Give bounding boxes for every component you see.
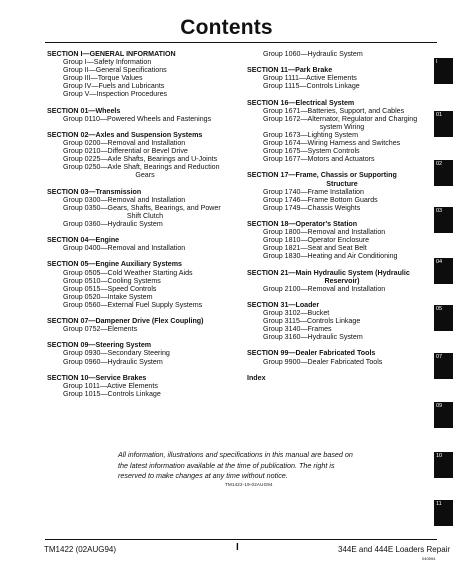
group-entry[interactable]: Group 0752—Elements: [63, 325, 138, 334]
section-brakes-continued: [247, 50, 437, 58]
section-tab[interactable]: 01: [434, 111, 453, 137]
section-engine-auxiliary: [47, 260, 243, 309]
group-entry[interactable]: Group 1821—Seat and Seat Belt: [263, 244, 367, 253]
group-entry[interactable]: Group 0960—Hydraulic System: [63, 357, 163, 366]
group-entry[interactable]: Group 1111—Active Elements: [263, 74, 357, 83]
section-heading[interactable]: SECTION 31—Loader: [247, 300, 320, 309]
index-link[interactable]: Index: [247, 373, 266, 382]
group-entry[interactable]: Group 1672—Alternator, Regulator and Charging: [263, 114, 418, 123]
group-entry[interactable]: Group III—Torque Values: [63, 74, 143, 83]
group-entry[interactable]: Group 0400—Removal and Installation: [63, 244, 186, 253]
section-operators-station: [247, 220, 437, 260]
section-steering: [47, 341, 243, 365]
section-heading[interactable]: SECTION 99—Dealer Fabricated Tools: [247, 349, 376, 358]
group-entry[interactable]: Group 1810—Operator Enclosure: [263, 236, 370, 245]
section-heading-continued: Structure: [326, 179, 358, 188]
section-tab[interactable]: 04: [434, 258, 453, 284]
notice-line: the latest information available at the time of publication. The right is: [118, 460, 335, 470]
header-rule: [45, 42, 437, 43]
group-entry[interactable]: Group 1015—Controls Linkage: [63, 389, 161, 398]
section-tab[interactable]: I: [434, 58, 453, 84]
section-frame-chassis: [247, 171, 437, 211]
section-heading[interactable]: SECTION 17—Frame, Chassis or Supporting: [247, 171, 397, 180]
manual-id: TM1422 (02AUG94): [44, 545, 117, 554]
notice-line: All information, illustrations and specifications in this manual are based on: [118, 450, 353, 459]
section-heading[interactable]: SECTION 18—Operator's Station: [247, 219, 358, 228]
section-heading[interactable]: SECTION 11—Park Brake: [247, 66, 333, 75]
group-entry[interactable]: Group 1740—Frame Installation: [263, 187, 364, 196]
section-heading[interactable]: SECTION 05—Engine Auxiliary Systems: [47, 260, 182, 269]
group-entry-continued: Shift Clutch: [126, 211, 164, 220]
section-heading[interactable]: SECTION 04—Engine: [47, 236, 120, 245]
group-entry[interactable]: Group 0560—External Fuel Supply Systems: [63, 300, 203, 309]
section-heading[interactable]: SECTION 21—Main Hydraulic System (Hydraulic: [247, 268, 410, 277]
section-engine: [47, 236, 243, 252]
group-entry[interactable]: Group 0505—Cold Weather Starting Aids: [63, 268, 193, 277]
group-entry[interactable]: Group 0225—Axle Shafts, Bearings and U-Joints: [63, 155, 218, 164]
section-dampener-drive: [47, 317, 243, 333]
group-entry[interactable]: Group 1673—Lighting System: [263, 130, 359, 139]
section-dealer-tools: [247, 349, 437, 365]
section-axles: [47, 131, 243, 180]
group-entry[interactable]: Group 1671—Batteries, Support, and Cables: [263, 106, 405, 115]
section-tab-strip: [434, 0, 453, 588]
section-heading-continued: Reservoir): [324, 276, 360, 285]
section-transmission: [47, 188, 243, 228]
section-tab[interactable]: 05: [434, 305, 453, 331]
group-entry[interactable]: Group 1060—Hydraulic System: [263, 50, 363, 58]
section-heading[interactable]: SECTION 02—Axles and Suspension Systems: [47, 130, 203, 139]
group-entry[interactable]: Group 1675—System Controls: [263, 147, 360, 156]
publication-notice: [118, 450, 388, 482]
section-heading[interactable]: SECTION I—GENERAL INFORMATION: [47, 50, 176, 58]
group-entry[interactable]: Group 0110—Powered Wheels and Fastenings: [63, 114, 212, 123]
section-main-hydraulic: [247, 269, 437, 293]
section-heading[interactable]: SECTION 01—Wheels: [47, 106, 121, 115]
group-entry[interactable]: Group 1800—Removal and Installation: [263, 228, 386, 237]
section-heading[interactable]: SECTION 07—Dampener Drive (Flex Coupling): [47, 317, 204, 326]
section-tab[interactable]: 11: [434, 500, 453, 526]
section-tab[interactable]: 09: [434, 402, 453, 428]
group-entry[interactable]: Group V—Inspection Procedures: [63, 90, 168, 99]
group-entry[interactable]: Group 0520—Intake System: [63, 292, 153, 301]
group-entry[interactable]: Group 3160—Hydraulic System: [263, 333, 363, 342]
group-entry[interactable]: Group I—Safety Information: [63, 58, 152, 67]
section-tab[interactable]: 07: [434, 353, 453, 379]
section-index: [247, 374, 437, 382]
group-entry[interactable]: Group IV—Fuels and Lubricants: [63, 82, 165, 91]
section-heading[interactable]: SECTION 09—Steering System: [47, 341, 152, 350]
page-number: I: [236, 542, 239, 553]
group-entry[interactable]: Group 1746—Frame Bottom Guards: [263, 195, 378, 204]
section-general-information: [47, 50, 243, 99]
group-entry[interactable]: Group 0210—Differential or Bevel Drive: [63, 147, 188, 156]
group-entry[interactable]: Group 3140—Frames: [263, 325, 332, 334]
section-tab[interactable]: 10: [434, 452, 453, 478]
section-heading[interactable]: SECTION 03—Transmission: [47, 187, 142, 196]
section-heading[interactable]: SECTION 16—Electrical System: [247, 98, 355, 107]
group-entry[interactable]: Group 1011—Active Elements: [63, 381, 158, 390]
right-column: [247, 50, 437, 390]
section-electrical: [247, 99, 437, 164]
group-entry[interactable]: Group 0200—Removal and Installation: [63, 139, 186, 148]
group-entry[interactable]: Group 1674—Wiring Harness and Switches: [263, 139, 401, 148]
group-entry[interactable]: Group 0510—Cooling Systems: [63, 276, 161, 285]
group-entry[interactable]: Group 0350—Gears, Shafts, Bearings, and Power: [63, 203, 221, 212]
group-entry[interactable]: Group 9900—Dealer Fabricated Tools: [263, 357, 383, 366]
group-entry[interactable]: Group 0250—Axle Shaft, Bearings and Reduction: [63, 163, 220, 172]
left-column: [47, 50, 243, 406]
group-entry[interactable]: Group 1115—Controls Linkage: [263, 82, 360, 91]
section-service-brakes: [47, 374, 243, 398]
group-entry[interactable]: Group II—General Specifications: [63, 66, 167, 75]
group-entry[interactable]: Group 3102—Bucket: [263, 309, 330, 317]
group-entry[interactable]: Group 0300—Removal and Installation: [63, 195, 186, 204]
group-entry[interactable]: Group 2100—Removal and Installation: [263, 284, 386, 293]
group-entry-continued: system Wiring: [319, 122, 365, 131]
document-code: TM1422-19-02AUG94: [225, 482, 273, 487]
group-entry[interactable]: Group 1830—Heating and Air Conditioning: [263, 252, 398, 261]
group-entry[interactable]: Group 1749—Chassis Weights: [263, 203, 361, 212]
notice-line: reserved to make changes at any time without notice.: [118, 471, 288, 480]
print-code: 040594: [422, 556, 436, 561]
section-heading[interactable]: SECTION 10—Service Brakes: [47, 373, 147, 382]
section-tab[interactable]: 03: [434, 207, 453, 233]
section-loader: [247, 301, 437, 341]
group-entry[interactable]: Group 1677—Motors and Actuators: [263, 155, 375, 164]
section-park-brake: [247, 66, 437, 90]
group-entry[interactable]: Group 0360—Hydraulic System: [63, 219, 163, 228]
section-tab[interactable]: 02: [434, 160, 453, 186]
page-title: Contents: [180, 16, 273, 39]
group-entry[interactable]: Group 3115—Controls Linkage: [263, 317, 361, 326]
footer-rule: [45, 539, 437, 540]
manual-title: 344E and 444E Loaders Repair: [338, 545, 451, 554]
group-entry-continued: Gears: [135, 171, 155, 180]
group-entry[interactable]: Group 0515—Speed Controls: [63, 284, 157, 293]
group-entry[interactable]: Group 0930—Secondary Steering: [63, 349, 170, 358]
section-wheels: [47, 107, 243, 123]
